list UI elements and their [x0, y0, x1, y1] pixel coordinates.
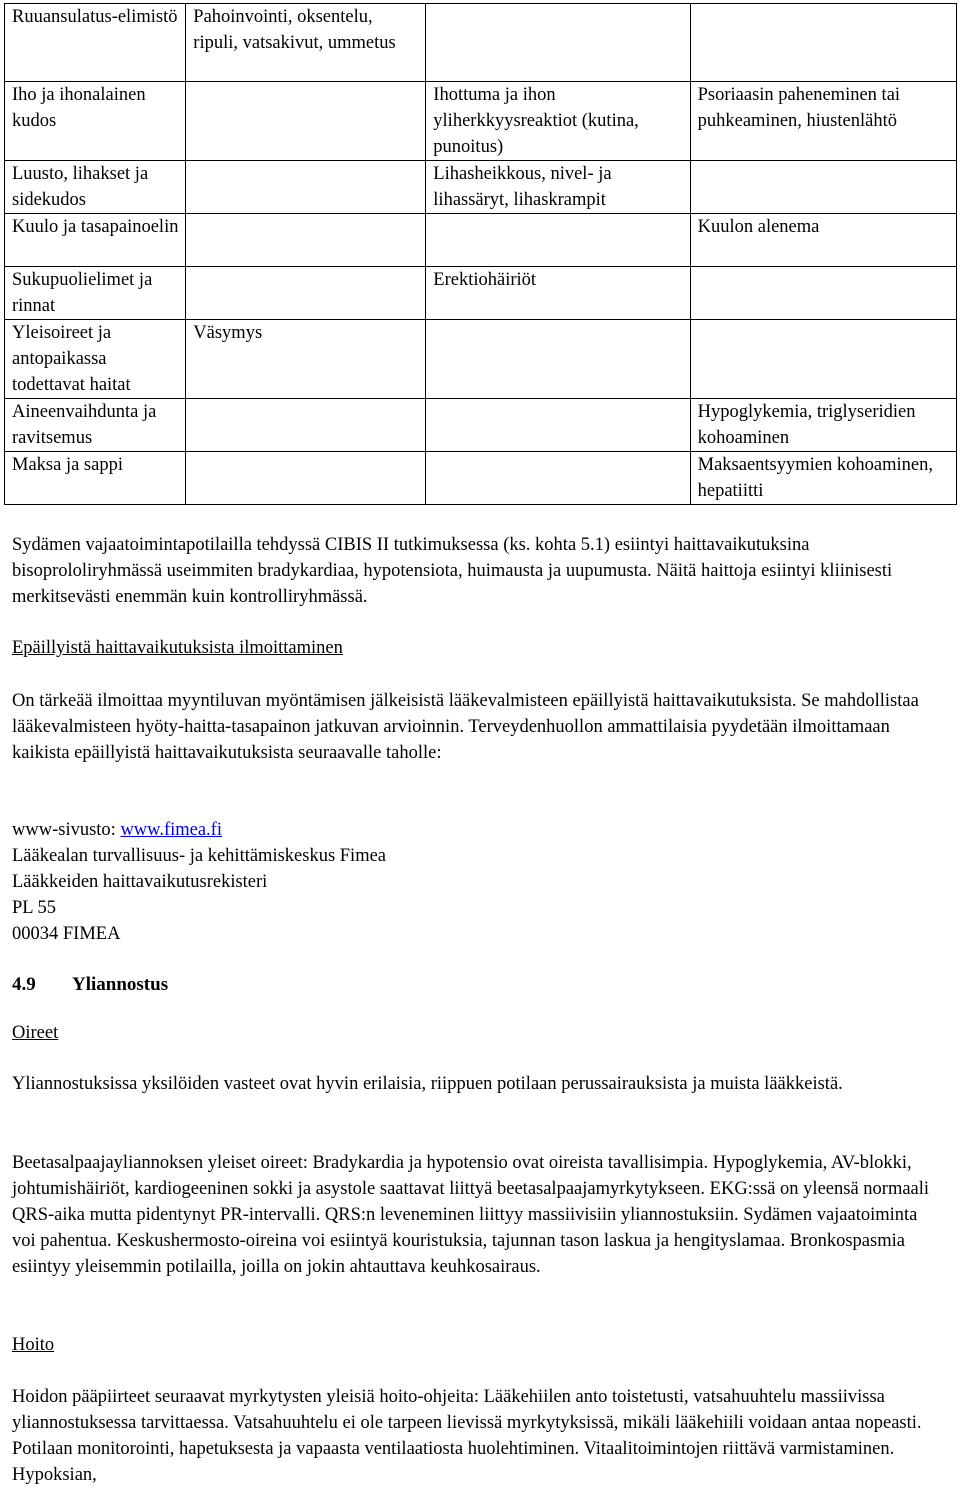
frequency-uncommon-cell	[426, 399, 690, 452]
table-row	[5, 82, 957, 161]
organ-class-cell: Kuulo ja tasapainoelin	[5, 214, 186, 267]
address-line: Lääkealan turvallisuus- ja kehittämiskeskus Fimea	[12, 846, 387, 866]
frequency-rare-cell	[690, 267, 956, 320]
organ-class-cell: Yleisoireet ja antopaikassa todettavat haitat	[5, 320, 186, 399]
adverse-effects-table	[4, 3, 957, 505]
frequency-rare-cell: Hypoglykemia, triglyseridien kohoaminen	[690, 399, 956, 452]
organ-class-cell: Ruuansulatus-elimistö	[5, 4, 186, 82]
organ-class-cell: Sukupuolielimet ja rinnat	[5, 267, 186, 320]
symptoms-paragraph-2-block	[12, 1150, 936, 1280]
table-row	[5, 399, 957, 452]
symptoms-heading: Oireet	[12, 1023, 59, 1043]
frequency-common-cell	[186, 161, 426, 214]
frequency-common-cell	[186, 399, 426, 452]
frequency-rare-cell: Psoriaasin paheneminen tai puhkeaminen, hiustenlähtö	[690, 82, 956, 161]
frequency-rare-cell	[690, 4, 956, 82]
frequency-uncommon-cell: Lihasheikkous, nivel- ja lihassäryt, lihaskrampit	[426, 161, 690, 214]
frequency-common-cell: Pahoinvointi, oksentelu, ripuli, vatsakivut, ummetus	[186, 4, 426, 82]
organ-class-cell: Iho ja ihonalainen kudos	[5, 82, 186, 161]
table-row	[5, 4, 957, 82]
cibis-paragraph-block	[12, 532, 936, 610]
section-heading	[12, 972, 168, 998]
frequency-uncommon-cell	[426, 4, 690, 82]
symptoms-paragraph-2: Beetasalpaajayliannoksen yleiset oireet: Bradykardia ja hypotensio ovat oireista tavallisimpia. Hypoglykemia, AV-blokki, johtumishäiriöt, kardiogeeninen sokki ja asystole saattavat liittyä beetasalpaajamyrkytykseen. EKG:ssä on yleensä normaali QRS-aika mutta pidentynyt PR-intervalli. QRS:n leveneminen liittyy massiivisiin yliannostuksiin. Sydämen vajaatoiminta voi pahentua. Keskushermosto-oireina voi esiintyä kouristuksia, tajunnan tason laskua ja hengityslamaa. Bronkospasmia esiintyy yleisemmin potilailla, joilla on jokin ahtauttava keuhkosairaus.	[12, 1153, 930, 1277]
web-label: www-sivusto:	[12, 820, 121, 840]
frequency-uncommon-cell	[426, 320, 690, 399]
treatment-heading: Hoito	[12, 1335, 55, 1355]
frequency-common-cell: Väsymys	[186, 320, 426, 399]
reporting-heading-block	[12, 635, 936, 661]
frequency-rare-cell: Maksaentsyymien kohoaminen, hepatiitti	[690, 452, 956, 505]
symptoms-paragraph-1-block	[12, 1071, 936, 1097]
frequency-common-cell	[186, 214, 426, 267]
symptoms-paragraph-1: Yliannostuksissa yksilöiden vasteet ovat hyvin erilaisia, riippuen potilaan perussairauksista ja muista lääkkeistä.	[12, 1074, 843, 1094]
table-row	[5, 267, 957, 320]
frequency-rare-cell	[690, 161, 956, 214]
treatment-paragraph: Hoidon pääpiirteet seuraavat myrkytysten yleisiä hoito-ohjeita: Lääkehiilen anto toistetusti, vatsahuuhtelu massiivissa yliannostuksessa tarvittaessa. Vatsahuuhtelu ei ole tarpeen lievissä myrkytyksissä, mikäli lääkehiili voidaan antaa nopeasti. Potilaan monitorointi, hapetuksesta ja vapaasta ventilaatiosta huolehtiminen. Vitaalitoimintojen riittävä varmistaminen. Hypoksian,	[12, 1387, 922, 1485]
frequency-common-cell	[186, 452, 426, 505]
frequency-uncommon-cell: Erektiohäiriöt	[426, 267, 690, 320]
organ-class-cell: Maksa ja sappi	[5, 452, 186, 505]
table-row	[5, 161, 957, 214]
cibis-paragraph: Sydämen vajaatoimintapotilailla tehdyssä CIBIS II tutkimuksessa (ks. kohta 5.1) esiintyi haittavaikutuksina bisoprololiryhmässä useimmiten bradykardiaa, hypotensiota, huimausta ja uupumusta. Näitä haittoja esiintyi kliinisesti merkitsevästi enemmän kuin kontrolliryhmässä.	[12, 535, 893, 607]
frequency-rare-cell: Kuulon alenema	[690, 214, 956, 267]
frequency-rare-cell	[690, 320, 956, 399]
frequency-uncommon-cell	[426, 452, 690, 505]
web-line	[12, 817, 936, 843]
section-number: 4.9	[12, 974, 36, 995]
address-line: PL 55	[12, 898, 57, 918]
reporting-paragraph-block	[12, 688, 936, 766]
table-row	[5, 214, 957, 267]
section-title: Yliannostus	[72, 974, 169, 995]
treatment-paragraph-block	[12, 1384, 936, 1488]
table-row	[5, 320, 957, 399]
table-row	[5, 452, 957, 505]
reporting-heading: Epäillyistä haittavaikutuksista ilmoittaminen	[12, 638, 343, 658]
reporting-paragraph: On tärkeää ilmoittaa myyntiluvan myöntämisen jälkeisistä lääkevalmisteen epäillyistä haittavaikutuksista. Se mahdollistaa lääkevalmisteen hyöty-haitta-tasapainon jatkuvan arvioinnin. Terveydenhuollon ammattilaisia pyydetään ilmoittamaan kaikista epäillyistä haittavaikutuksista seuraavalle taholle:	[12, 691, 919, 763]
frequency-common-cell	[186, 267, 426, 320]
address-line: Lääkkeiden haittavaikutusrekisteri	[12, 872, 268, 892]
frequency-uncommon-cell: Ihottuma ja ihon yliherkkyysreaktiot (kutina, punoitus)	[426, 82, 690, 161]
address-line: 00034 FIMEA	[12, 924, 121, 944]
treatment-heading-block	[12, 1332, 936, 1358]
symptoms-heading-block	[12, 1020, 936, 1046]
fimea-link[interactable]: www.fimea.fi	[120, 820, 222, 840]
reporting-contact-block	[12, 817, 936, 947]
organ-class-cell: Aineenvaihdunta ja ravitsemus	[5, 399, 186, 452]
organ-class-cell: Luusto, lihakset ja sidekudos	[5, 161, 186, 214]
frequency-common-cell	[186, 82, 426, 161]
frequency-uncommon-cell	[426, 214, 690, 267]
